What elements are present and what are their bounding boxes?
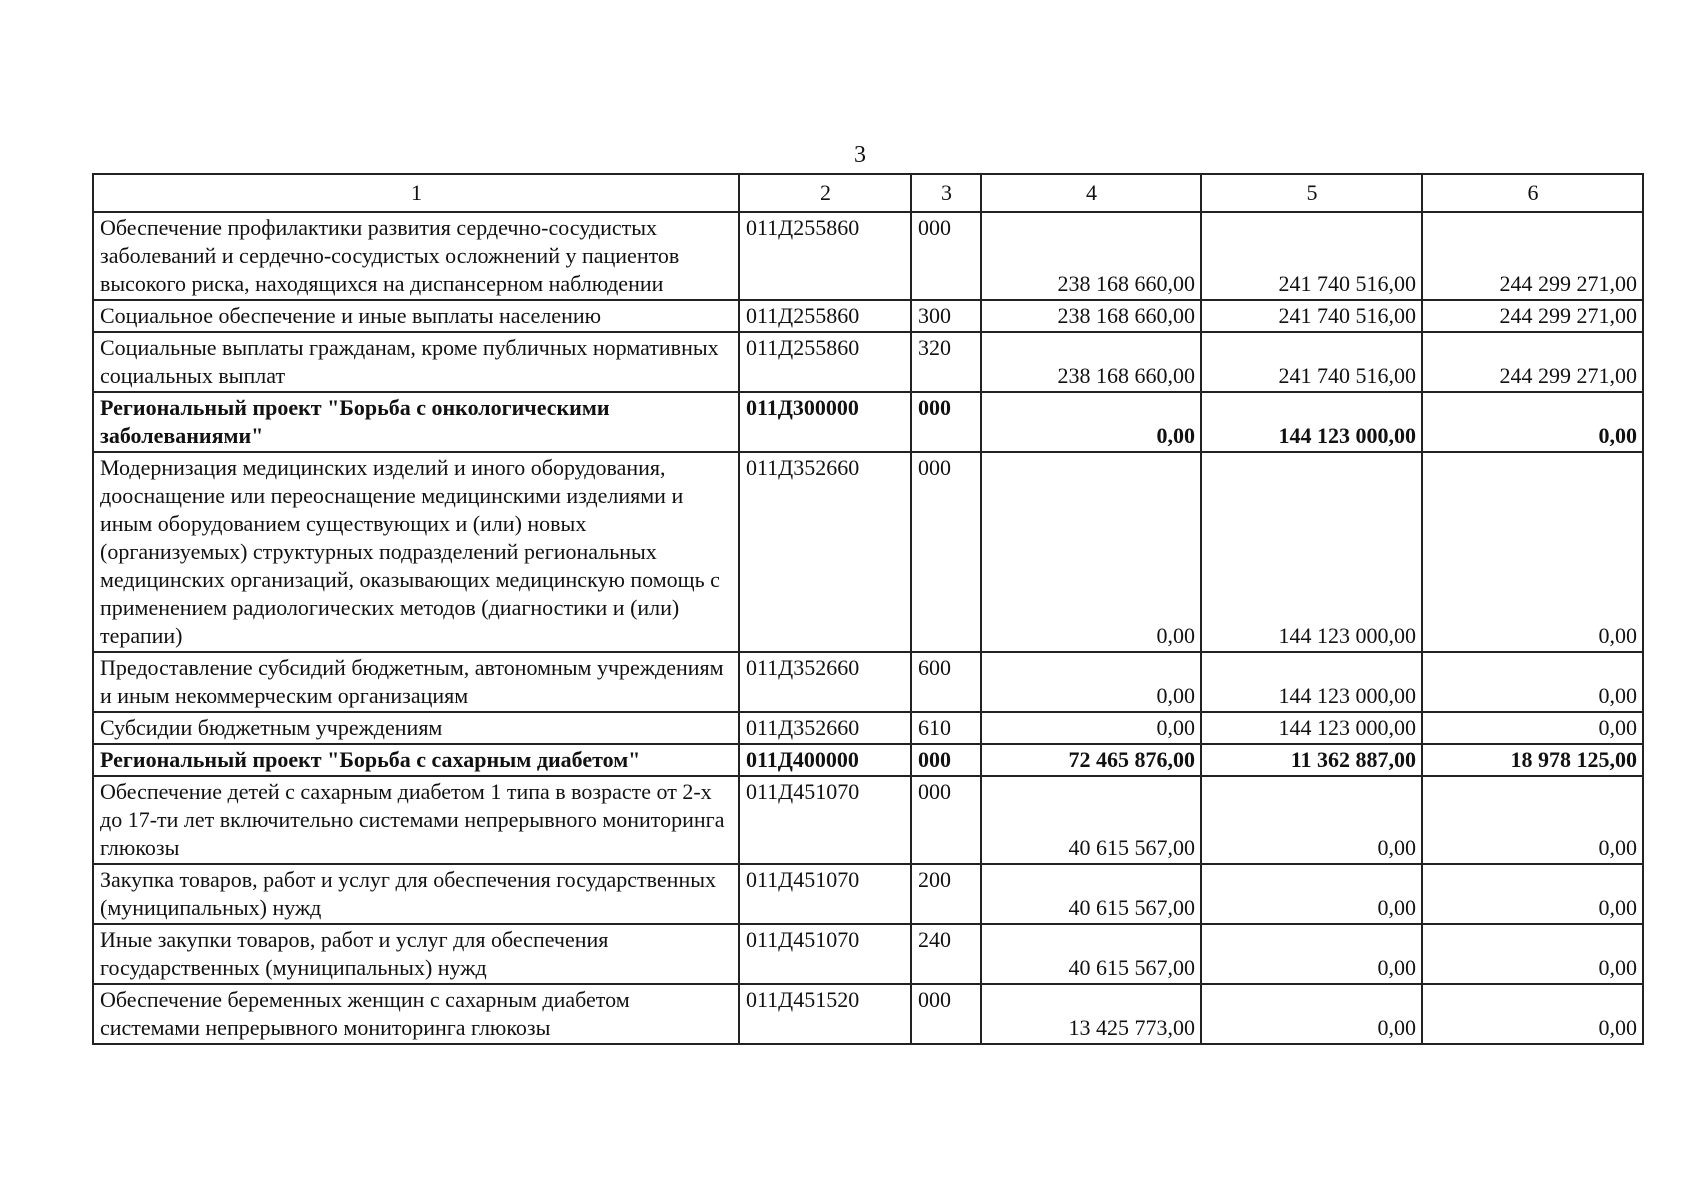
column-header-4: 4 bbox=[981, 174, 1201, 212]
row-type-cell: 000 bbox=[911, 212, 981, 300]
row-amount-col5: 241 740 516,00 bbox=[1201, 300, 1422, 332]
row-name-cell: Региональный проект "Борьба с сахарным диабетом" bbox=[93, 744, 739, 776]
table-row bbox=[93, 452, 1643, 652]
row-amount-col4: 13 425 773,00 bbox=[981, 984, 1201, 1044]
row-name-cell: Обеспечение детей с сахарным диабетом 1 типа в возрасте от 2-х до 17-ти лет включительно системами непрерывного мониторинга глюкозы bbox=[93, 776, 739, 864]
row-amount-col5: 144 123 000,00 bbox=[1201, 392, 1422, 452]
row-code-cell: 011Д451070 bbox=[739, 776, 911, 864]
row-code-cell: 011Д255860 bbox=[739, 212, 911, 300]
table-row bbox=[93, 652, 1643, 712]
row-amount-col5: 0,00 bbox=[1201, 924, 1422, 984]
column-header-2: 2 bbox=[739, 174, 911, 212]
column-header-3: 3 bbox=[911, 174, 981, 212]
column-number-row bbox=[93, 174, 1643, 212]
row-name-cell: Иные закупки товаров, работ и услуг для обеспечения государственных (муниципальных) нужд bbox=[93, 924, 739, 984]
column-header-6: 6 bbox=[1422, 174, 1643, 212]
row-amount-col6: 0,00 bbox=[1422, 712, 1643, 744]
row-amount-col6: 0,00 bbox=[1422, 864, 1643, 924]
row-amount-col4: 0,00 bbox=[981, 452, 1201, 652]
row-amount-col6: 0,00 bbox=[1422, 984, 1643, 1044]
row-amount-col4: 238 168 660,00 bbox=[981, 212, 1201, 300]
row-code-cell: 011Д352660 bbox=[739, 452, 911, 652]
row-type-cell: 320 bbox=[911, 332, 981, 392]
row-type-cell: 000 bbox=[911, 984, 981, 1044]
row-code-cell: 011Д352660 bbox=[739, 652, 911, 712]
row-amount-col6: 0,00 bbox=[1422, 652, 1643, 712]
row-name-cell: Региональный проект "Борьба с онкологическими заболеваниями" bbox=[93, 392, 739, 452]
row-type-cell: 610 bbox=[911, 712, 981, 744]
table-row bbox=[93, 776, 1643, 864]
row-name-cell: Субсидии бюджетным учреждениям bbox=[93, 712, 739, 744]
row-amount-col4: 238 168 660,00 bbox=[981, 332, 1201, 392]
row-code-cell: 011Д255860 bbox=[739, 300, 911, 332]
table-row bbox=[93, 392, 1643, 452]
row-code-cell: 011Д451520 bbox=[739, 984, 911, 1044]
row-amount-col6: 0,00 bbox=[1422, 776, 1643, 864]
row-name-cell: Социальные выплаты гражданам, кроме публичных нормативных социальных выплат bbox=[93, 332, 739, 392]
row-name-cell: Модернизация медицинских изделий и иного оборудования, дооснащение или переоснащение медицинскими изделиями и иным оборудованием существующих и (или) новых (организуемых) структурных подразделений региональных медицинских организаций, оказывающих медицинскую помощь с применением радиологических методов (диагностики и (или) терапии) bbox=[93, 452, 739, 652]
row-amount-col4: 40 615 567,00 bbox=[981, 864, 1201, 924]
column-header-5: 5 bbox=[1201, 174, 1422, 212]
row-name-cell: Предоставление субсидий бюджетным, автономным учреждениям и иным некоммерческим организациям bbox=[93, 652, 739, 712]
row-type-cell: 300 bbox=[911, 300, 981, 332]
budget-table bbox=[92, 173, 1644, 1045]
table-row bbox=[93, 744, 1643, 776]
row-amount-col6: 0,00 bbox=[1422, 924, 1643, 984]
row-type-cell: 000 bbox=[911, 744, 981, 776]
table-row bbox=[93, 984, 1643, 1044]
row-name-cell: Обеспечение профилактики развития сердечно-сосудистых заболеваний и сердечно-сосудистых осложнений у пациентов высокого риска, находящихся на диспансерном наблюдении bbox=[93, 212, 739, 300]
table-row bbox=[93, 924, 1643, 984]
row-type-cell: 240 bbox=[911, 924, 981, 984]
row-amount-col5: 241 740 516,00 bbox=[1201, 212, 1422, 300]
row-type-cell: 600 bbox=[911, 652, 981, 712]
row-type-cell: 000 bbox=[911, 452, 981, 652]
row-amount-col4: 0,00 bbox=[981, 392, 1201, 452]
table-row bbox=[93, 212, 1643, 300]
row-amount-col5: 241 740 516,00 bbox=[1201, 332, 1422, 392]
row-type-cell: 200 bbox=[911, 864, 981, 924]
table-row bbox=[93, 864, 1643, 924]
row-name-cell: Закупка товаров, работ и услуг для обеспечения государственных (муниципальных) нужд bbox=[93, 864, 739, 924]
table-row bbox=[93, 712, 1643, 744]
row-code-cell: 011Д255860 bbox=[739, 332, 911, 392]
row-amount-col5: 144 123 000,00 bbox=[1201, 452, 1422, 652]
row-amount-col5: 0,00 bbox=[1201, 864, 1422, 924]
row-amount-col6: 244 299 271,00 bbox=[1422, 300, 1643, 332]
row-name-cell: Социальное обеспечение и иные выплаты населению bbox=[93, 300, 739, 332]
row-code-cell: 011Д451070 bbox=[739, 924, 911, 984]
row-code-cell: 011Д400000 bbox=[739, 744, 911, 776]
row-amount-col4: 72 465 876,00 bbox=[981, 744, 1201, 776]
row-amount-col5: 11 362 887,00 bbox=[1201, 744, 1422, 776]
row-amount-col5: 144 123 000,00 bbox=[1201, 652, 1422, 712]
row-type-cell: 000 bbox=[911, 392, 981, 452]
row-amount-col6: 0,00 bbox=[1422, 452, 1643, 652]
row-type-cell: 000 bbox=[911, 776, 981, 864]
row-amount-col5: 0,00 bbox=[1201, 776, 1422, 864]
table-row bbox=[93, 332, 1643, 392]
row-amount-col5: 0,00 bbox=[1201, 984, 1422, 1044]
row-amount-col4: 238 168 660,00 bbox=[981, 300, 1201, 332]
table-body bbox=[93, 174, 1643, 1044]
row-code-cell: 011Д352660 bbox=[739, 712, 911, 744]
row-amount-col4: 40 615 567,00 bbox=[981, 924, 1201, 984]
table-row bbox=[93, 300, 1643, 332]
row-amount-col6: 244 299 271,00 bbox=[1422, 332, 1643, 392]
row-amount-col5: 144 123 000,00 bbox=[1201, 712, 1422, 744]
row-code-cell: 011Д451070 bbox=[739, 864, 911, 924]
page-number: 3 bbox=[854, 142, 866, 168]
row-name-cell: Обеспечение беременных женщин с сахарным диабетом системами непрерывного мониторинга глюкозы bbox=[93, 984, 739, 1044]
row-code-cell: 011Д300000 bbox=[739, 392, 911, 452]
row-amount-col4: 0,00 bbox=[981, 652, 1201, 712]
row-amount-col4: 40 615 567,00 bbox=[981, 776, 1201, 864]
column-header-1: 1 bbox=[93, 174, 739, 212]
row-amount-col6: 18 978 125,00 bbox=[1422, 744, 1643, 776]
row-amount-col6: 244 299 271,00 bbox=[1422, 212, 1643, 300]
row-amount-col6: 0,00 bbox=[1422, 392, 1643, 452]
row-amount-col4: 0,00 bbox=[981, 712, 1201, 744]
